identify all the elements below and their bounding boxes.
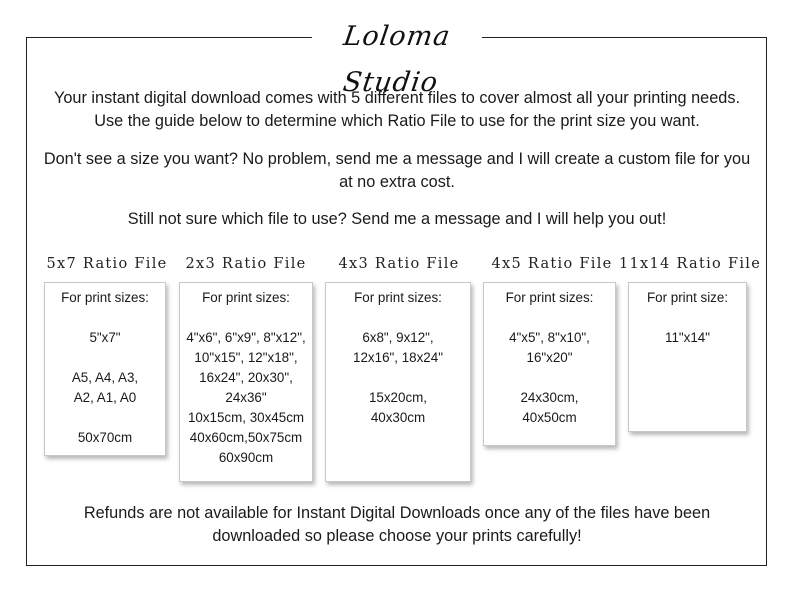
ratio-title-2x3: 2x3 Ratio File (185, 256, 307, 272)
card-line: 50x70cm (77, 430, 133, 445)
card-line (326, 308, 470, 328)
card-line: 16x24", 20x30", (199, 370, 293, 385)
card-line: 10x15cm, 30x45cm (187, 410, 305, 425)
card-line: For print sizes: (505, 290, 594, 305)
card-line: 40x30cm (370, 410, 426, 425)
card-line (484, 308, 615, 328)
ratio-title-4x3: 4x3 Ratio File (338, 256, 460, 272)
card-line (326, 368, 470, 388)
card-line: A5, A4, A3, (71, 370, 139, 385)
card-line: 6x8", 9x12", (362, 330, 434, 345)
card-line: For print size: (646, 290, 729, 305)
ratio-card-4x5 (483, 282, 616, 446)
card-line: 10"x15", 12"x18", (194, 350, 298, 365)
card-line: For print sizes: (61, 290, 149, 305)
card-line: 4"x6", 6"x9", 8"x12", (186, 330, 306, 345)
ratio-card-11x14 (628, 282, 747, 432)
card-line (45, 308, 165, 328)
card-line: 24x36" (225, 390, 267, 405)
card-line: 40x60cm,50x75cm (189, 430, 303, 445)
card-line: 24x30cm, (520, 390, 579, 405)
ratio-card-5x7 (44, 282, 166, 456)
card-line (629, 308, 746, 328)
card-line (45, 408, 165, 428)
ratio-title-4x5: 4x5 Ratio File (491, 256, 613, 272)
card-line (45, 348, 165, 368)
ratio-title-5x7: 5x7 Ratio File (46, 256, 168, 272)
card-line: 5"x7" (89, 330, 121, 345)
custom-size-paragraph: Don't see a size you want? No problem, send me a message and I will create a custom file for you at no extra cost. (43, 150, 751, 191)
help-paragraph: Still not sure which file to use? Send me a message and I will help you out! (127, 210, 667, 228)
ratio-title-11x14: 11x14 Ratio File (619, 256, 762, 272)
card-line: 11"x14" (665, 330, 710, 345)
card-line: 15x20cm, (368, 390, 428, 405)
card-line: 40x50cm (522, 410, 577, 425)
ratio-card-2x3 (179, 282, 313, 482)
card-line: 4"x5", 8"x10", (509, 330, 590, 345)
card-line (180, 308, 312, 328)
refund-notice: Refunds are not available for Instant Digital Downloads once any of the files have been downloaded so please choose your prints carefully! (83, 504, 711, 545)
intro-paragraph: Your instant digital download comes with 5 different files to cover almost all your printing needs. Use the guide below to determine which Ratio File to use for the print size you want. (54, 89, 740, 130)
card-line: For print sizes: (202, 290, 290, 305)
card-line: For print sizes: (354, 290, 442, 305)
card-line: 60x90cm (218, 450, 274, 465)
card-line (484, 368, 615, 388)
brand-logo: Loloma Studio (309, 14, 485, 60)
card-line: 12x16", 18x24" (353, 350, 443, 365)
card-line: 16"x20" (526, 350, 573, 365)
ratio-card-4x3 (325, 282, 471, 482)
card-line: A2, A1, A0 (73, 390, 137, 405)
